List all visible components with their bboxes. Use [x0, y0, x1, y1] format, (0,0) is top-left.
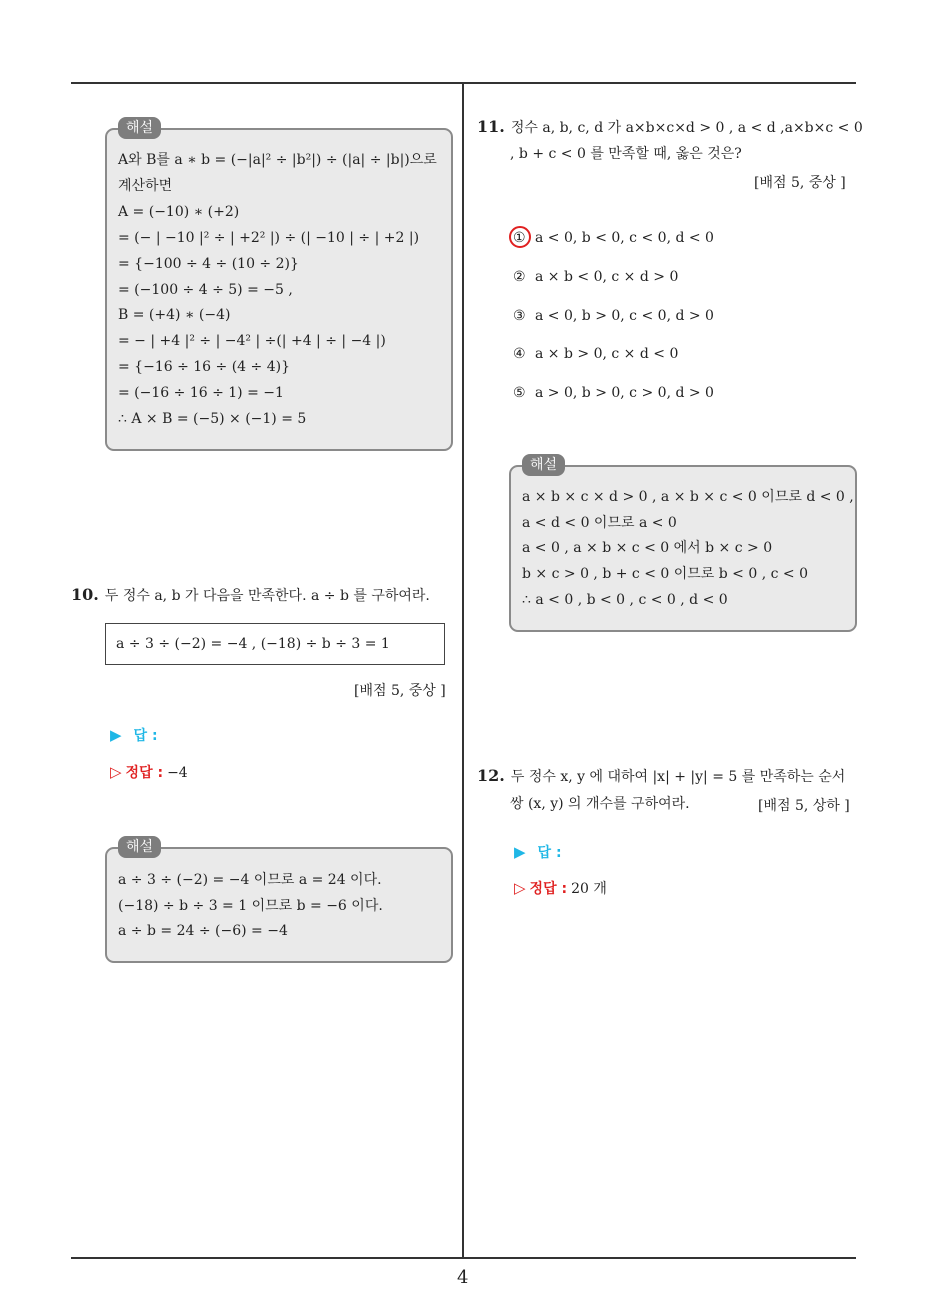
choice-number: ① [513, 230, 526, 246]
choice-text: a × b < 0, c × d > 0 [535, 269, 679, 285]
q11-solution-line: a < 0 , a × b × c < 0 에서 b × c > 0 [522, 540, 773, 556]
q11-score: [배점 5, 중상 ] [754, 175, 846, 191]
q11-solution-line: ∴ a < 0 , b < 0 , c < 0 , d < 0 [522, 592, 728, 608]
q11-solution-line: b × c > 0 , b + c < 0 이므로 b < 0 , c < 0 [522, 566, 808, 582]
q10-solution-line: (−18) ÷ b ÷ 3 = 1 이므로 b = −6 이다. [118, 898, 383, 914]
q11-solution-line: a × b × c × d > 0 , a × b × c < 0 이므로 d < 0 , [522, 489, 854, 505]
q11-solution-tag: 해설 [522, 454, 565, 476]
correct-label: 정답 : [529, 881, 568, 897]
choice-text: a × b > 0, c × d < 0 [535, 346, 679, 362]
answer-marker-icon: ▶ [514, 843, 526, 861]
choice-text: a > 0, b > 0, c > 0, d > 0 [535, 385, 714, 401]
q10-score: [배점 5, 중상 ] [354, 683, 446, 699]
q10-text: 두 정수 a, b 가 다음을 만족한다. a ÷ b 를 구하여라. [104, 588, 430, 604]
q11-choice-5[interactable] [513, 383, 714, 403]
q9-solution-line: A = (−10) ∗ (+2) [118, 204, 240, 220]
q9-solution-line: ∴ A × B = (−5) × (−1) = 5 [118, 411, 307, 427]
correct-marker-icon: ▷ [514, 879, 526, 897]
q11-question-line1 [477, 118, 863, 137]
bottom-rule [71, 1257, 856, 1259]
q9-solution-line: = {−100 ÷ 4 ÷ (10 ÷ 2)} [118, 256, 299, 272]
q11-choice-1[interactable] [513, 228, 714, 248]
answer-label: 답 : [537, 845, 562, 861]
q11-text-1: 정수 a, b, c, d 가 a×b×c×d > 0 , a < d ,a×b×c < 0 [510, 120, 863, 136]
q10-solution-tag: 해설 [118, 836, 161, 858]
choice-number: ③ [513, 308, 526, 324]
choice-text: a < 0, b < 0, c < 0, d < 0 [535, 230, 714, 246]
choice-number: ④ [513, 346, 526, 362]
q9-solution-line: B = (+4) ∗ (−4) [118, 307, 231, 323]
q9-solution-line: = {−16 ÷ 16 ÷ (4 ÷ 4)} [118, 359, 290, 375]
q10-answer-field[interactable] [110, 725, 158, 745]
q11-solution-line: a < d < 0 이므로 a < 0 [522, 515, 677, 531]
q11-choice-3[interactable] [513, 306, 714, 326]
answer-label: 답 : [133, 728, 158, 744]
q9-solution-line: = (− | −10 |² ÷ | +2² |) ÷ (| −10 | ÷ | +2 |) [118, 230, 420, 246]
choice-number: ② [513, 269, 526, 285]
q11-text-2: , b + c < 0 를 만족할 때, 옳은 것은? [510, 146, 742, 162]
q11-choice-2[interactable] [513, 267, 678, 287]
q10-number: 10. [71, 585, 99, 604]
choice-text: a < 0, b > 0, c < 0, d > 0 [535, 308, 714, 324]
q12-text-1: 두 정수 x, y 에 대하여 |x| + |y| = 5 를 만족하는 순서 [510, 769, 846, 785]
q9-solution-line: = (−16 ÷ 16 ÷ 1) = −1 [118, 385, 284, 401]
q10-correct-answer [110, 762, 188, 782]
q10-question [71, 586, 430, 605]
q12-correct-answer [514, 878, 607, 898]
q11-number: 11. [477, 117, 505, 136]
q9-solution-line: = − | +4 |² ÷ | −4² | ÷(| +4 | ÷ | −4 |) [118, 333, 386, 349]
q10-solution-line: a ÷ 3 ÷ (−2) = −4 이므로 a = 24 이다. [118, 872, 382, 888]
correct-label: 정답 : [125, 765, 164, 781]
correct-marker-icon: ▷ [110, 763, 122, 781]
q12-text-2: 쌍 (x, y) 의 개수를 구하여라. [510, 796, 690, 812]
answer-marker-icon: ▶ [110, 726, 122, 744]
q12-number: 12. [477, 766, 505, 785]
page-number: 4 [457, 1267, 469, 1288]
q10-condition-box: a ÷ 3 ÷ (−2) = −4 , (−18) ÷ b ÷ 3 = 1 [105, 623, 445, 665]
choice-number: ⑤ [513, 385, 526, 401]
q9-solution-line: 계산하면 [118, 178, 173, 194]
q9-solution-tag: 해설 [118, 117, 161, 139]
q11-choice-4[interactable] [513, 344, 678, 364]
q9-solution-line: = (−100 ÷ 4 ÷ 5) = −5 , [118, 282, 293, 298]
correct-value: 20 개 [571, 881, 607, 897]
column-divider [462, 84, 464, 1258]
q12-answer-field[interactable] [514, 842, 562, 862]
q9-solution-line: A와 B를 a ∗ b = (−|a|² ÷ |b²|) ÷ (|a| ÷ |b|)으로 [118, 152, 437, 168]
q12-question-line1 [477, 767, 845, 786]
correct-value: −4 [167, 765, 188, 781]
q10-solution-line: a ÷ b = 24 ÷ (−6) = −4 [118, 923, 288, 939]
q12-score: [배점 5, 상하 ] [758, 798, 850, 814]
